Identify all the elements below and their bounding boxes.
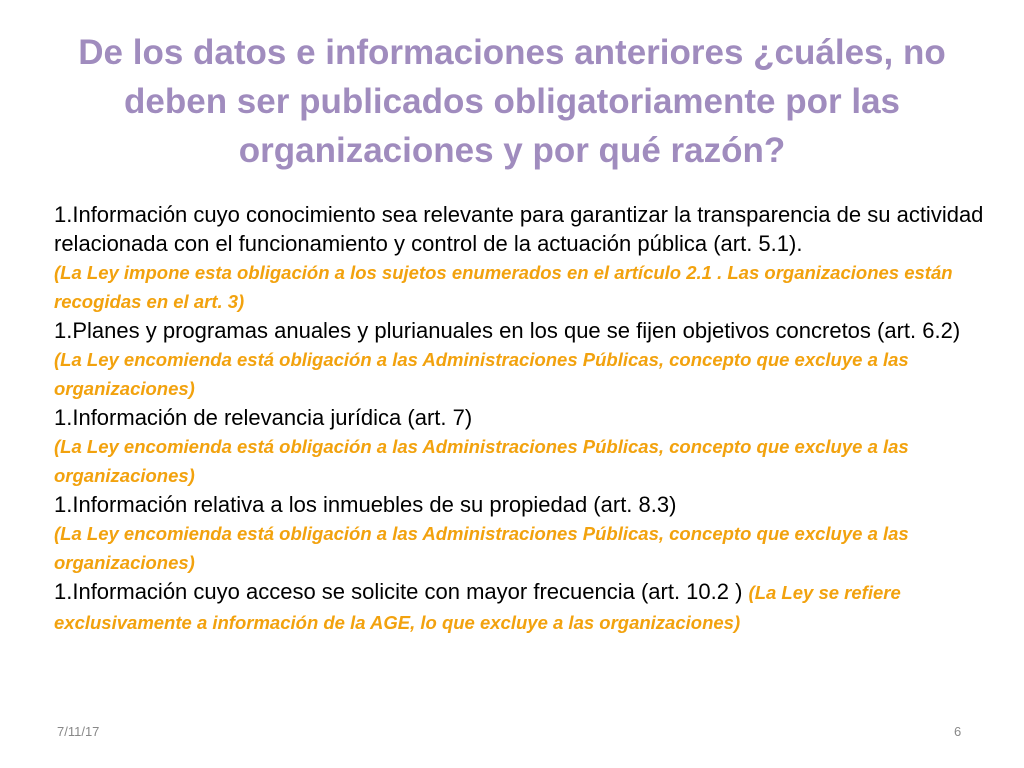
footer-date: 7/11/17 [57,724,100,739]
list-item-note: (La Ley encomienda está obligación a las Administraciones Públicas, concepto que excluye a las organizaciones) [54,436,909,486]
slide-body [54,200,989,637]
list-item-text: 1.Información cuyo acceso se solicite con mayor frecuencia (art. 10.2 ) [54,579,749,604]
footer-page-number: 6 [954,724,962,739]
list-item-note: (La Ley encomienda está obligación a las Administraciones Públicas, concepto que excluye a las organizaciones) [54,523,909,573]
list-item-note: (La Ley se refiere exclusivamente a información de la AGE, lo que excluye a las organizaciones) [54,582,901,633]
list-item-text: 1.Información relativa a los inmuebles de su propiedad (art. 8.3) [54,492,677,517]
list-item-note: (La Ley impone esta obligación a los sujetos enumerados en el artículo 2.1 . Las organizaciones están recogidas en el art. 3) [54,262,953,312]
list-item-text: 1.Información cuyo conocimiento sea relevante para garantizar la transparencia de su actividad relacionada con el funcionamiento y control de la actuación pública (art. 5.1). [54,202,984,256]
list-item-note: (La Ley encomienda está obligación a las Administraciones Públicas, concepto que excluye a las organizaciones) [54,349,909,399]
list-item-last [54,577,989,637]
list-item-text: 1.Planes y programas anuales y plurianuales en los que se fijen objetivos concretos (art. 6.2) [54,318,961,343]
slide-title: De los datos e informaciones anteriores ¿cuáles, no deben ser publicados obligatoriamente por las organizaciones y por qué razón? [78,33,946,170]
list-item-text: 1.Información de relevancia jurídica (art. 7) [54,405,473,430]
